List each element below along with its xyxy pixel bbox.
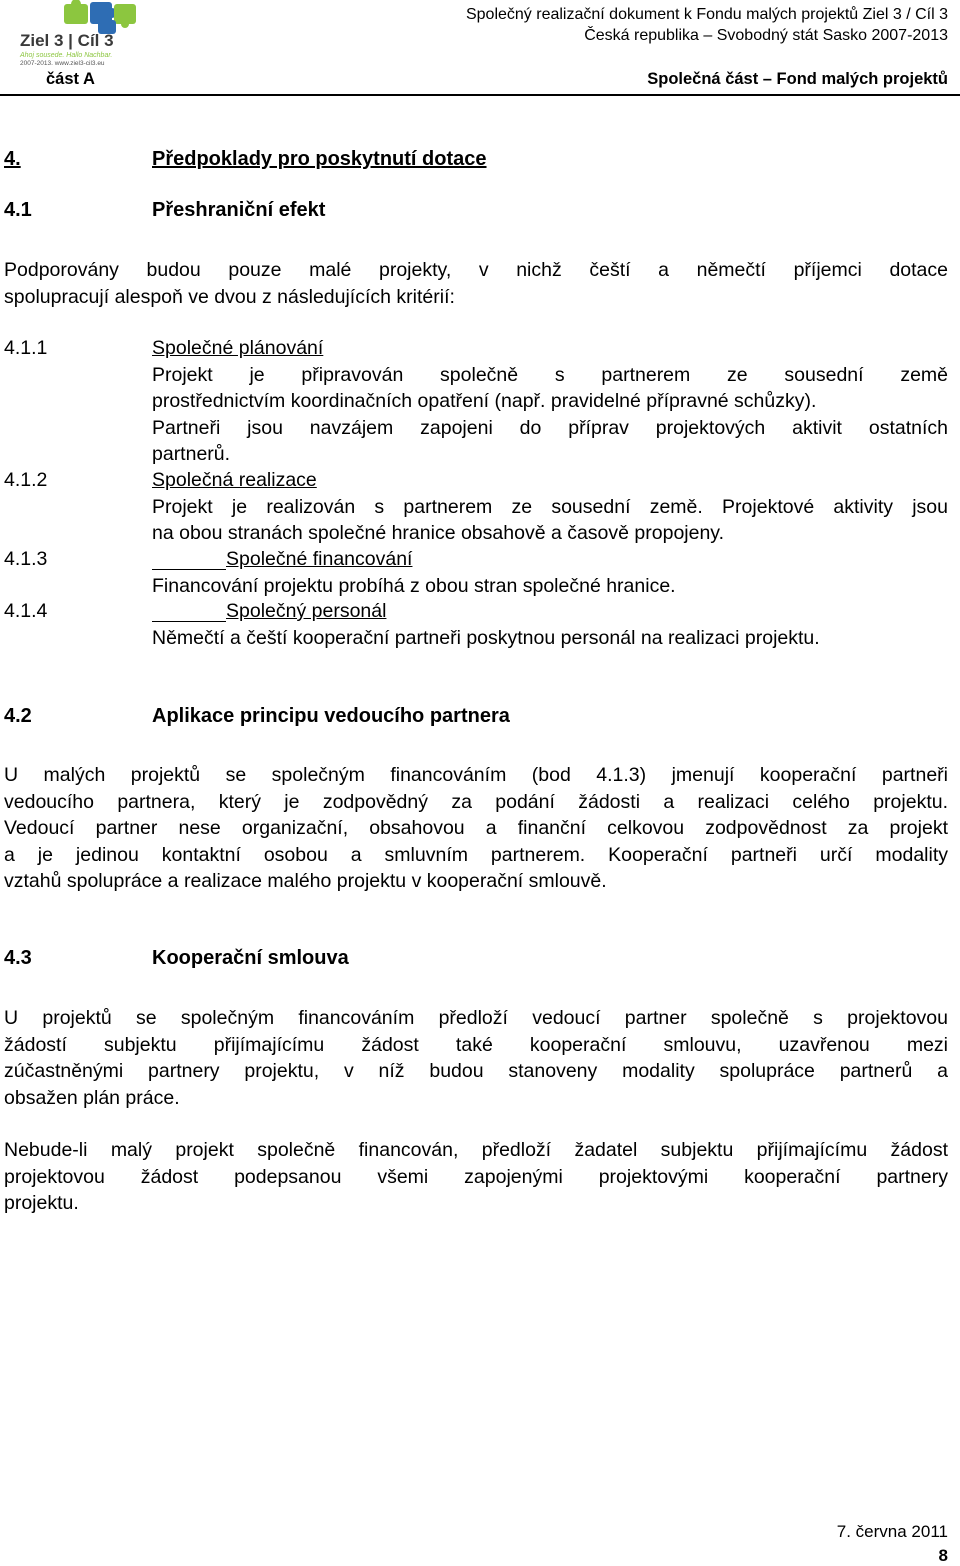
heading-title: Kooperační smlouva: [152, 947, 349, 969]
list-item: [152, 335, 948, 468]
heading-section-4-3: [4, 947, 504, 973]
section-label-right: Společná část – Fond malých projektů: [647, 70, 948, 88]
header-divider: [0, 94, 960, 96]
text-line: na obou stranách společné hranice obsahově a časově propojeny.: [152, 522, 725, 544]
item-title: Společné financování: [226, 548, 413, 570]
text-line: žádostí subjektu přijímajícímu žádost také kooperační smlouvu, uzavřenou mezi: [4, 1033, 948, 1056]
heading-number: 4.2: [4, 705, 32, 727]
item-number: 4.1.4: [4, 600, 48, 622]
heading-section-4-1: [4, 199, 404, 225]
item-number: 4.1.3: [4, 548, 48, 570]
header-title-line1: Společný realizační dokument k Fondu malých projektů Ziel 3 / Cíl 3: [465, 6, 948, 23]
title-underline-lead: [152, 569, 226, 570]
text-line: Projekt je realizován s partnerem ze sousední země. Projektové aktivity jsou: [152, 495, 948, 518]
text-line: Nebude-li malý projekt společně financován, předloží žadatel subjektu přijímajícímu žádost: [4, 1139, 948, 1161]
heading-section-4-2: [4, 705, 604, 731]
paragraph-intro: [4, 257, 948, 310]
logo-brand: Ziel 3 | Cíl 3: [20, 31, 114, 50]
item-title-row: [152, 546, 948, 573]
text-line: prostřednictvím koordinačních opatření (např. pravidelné přípravné schůzky).: [152, 390, 817, 412]
heading-number: 4.: [4, 148, 21, 170]
paragraph-cooperation-1: [4, 1005, 948, 1111]
item-number: 4.1.2: [4, 469, 48, 491]
text-line: projektu.: [4, 1192, 79, 1214]
text-line: U projektů se společným financováním předloží vedoucí partner společně s projektovou: [4, 1007, 948, 1029]
logo-url: 2007-2013. www.ziel3-cil3.eu: [20, 60, 105, 67]
heading-title: Předpoklady pro poskytnutí dotace: [152, 148, 487, 170]
list-item: [152, 546, 948, 599]
heading-section-4: [4, 148, 544, 174]
text-line: U malých projektů se společným financováním (bod 4.1.3) jmenují kooperační partneři: [4, 764, 948, 786]
text-line: vztahů spolupráce a realizace malého projektu v kooperační smlouvě.: [4, 870, 607, 892]
heading-title: Přeshraniční efekt: [152, 199, 326, 221]
item-title-row: [152, 598, 948, 625]
list-item: [152, 598, 948, 651]
item-title: Společná realizace: [152, 469, 317, 491]
text-line: partnerů.: [152, 443, 231, 465]
text-line: Podporovány budou pouze malé projekty, v nichž čeští a němečtí příjemci dotace: [4, 259, 948, 281]
item-title: Společné plánování: [152, 337, 324, 359]
heading-title: Aplikace principu vedoucího partnera: [152, 705, 510, 727]
text-line: Partneři jsou navzájem zapojeni do příprav projektových aktivit ostatních: [152, 416, 948, 439]
text-line: Projekt je připravován společně s partnerem ze sousední země: [152, 363, 948, 386]
footer-date: 7. června 2011: [836, 1522, 948, 1541]
text-line: Němečtí a čeští kooperační partneři poskytnou personál na realizaci projektu.: [152, 626, 820, 649]
logo-slogan: Ahoj sousede. Hallo Nachbar.: [20, 52, 113, 59]
section-label-left: část A: [46, 70, 95, 88]
paragraph-lead-partner: [4, 762, 948, 895]
text-line: zúčastněnými partnery projektu, v níž budou stanoveny modality spolupráce partnerů a: [4, 1060, 948, 1082]
header-title-line2: Česká republika – Svobodný stát Sasko 2007-2013: [584, 27, 948, 44]
page-number: 8: [938, 1546, 948, 1565]
text-line: Financování projektu probíhá z obou stran společné hranice.: [152, 574, 676, 597]
item-number: 4.1.1: [4, 337, 48, 359]
text-line: a je jedinou kontaktní osobou a smluvním partnerem. Kooperační partneři určí modality: [4, 843, 948, 866]
text-line: Vedoucí partner nese organizační, obsahovou a finanční celkovou zodpovědnost za projekt: [4, 817, 948, 839]
paragraph-cooperation-2: [4, 1137, 948, 1217]
text-line: spolupracují alespoň ve dvou z následujících kritérií:: [4, 285, 455, 308]
text-line: projektovou žádost podepsanou všemi zapojenými projektovými kooperační partnery: [4, 1165, 948, 1188]
title-underline-lead: [152, 621, 226, 622]
text-line: vedoucího partnera, který je zodpovědný za podání žádosti a realizaci celého projektu.: [4, 790, 948, 813]
text-line: obsažen plán práce.: [4, 1086, 180, 1109]
list-item: [152, 467, 948, 547]
item-title: Společný personál: [226, 600, 387, 622]
heading-number: 4.1: [4, 199, 32, 221]
heading-number: 4.3: [4, 947, 32, 969]
